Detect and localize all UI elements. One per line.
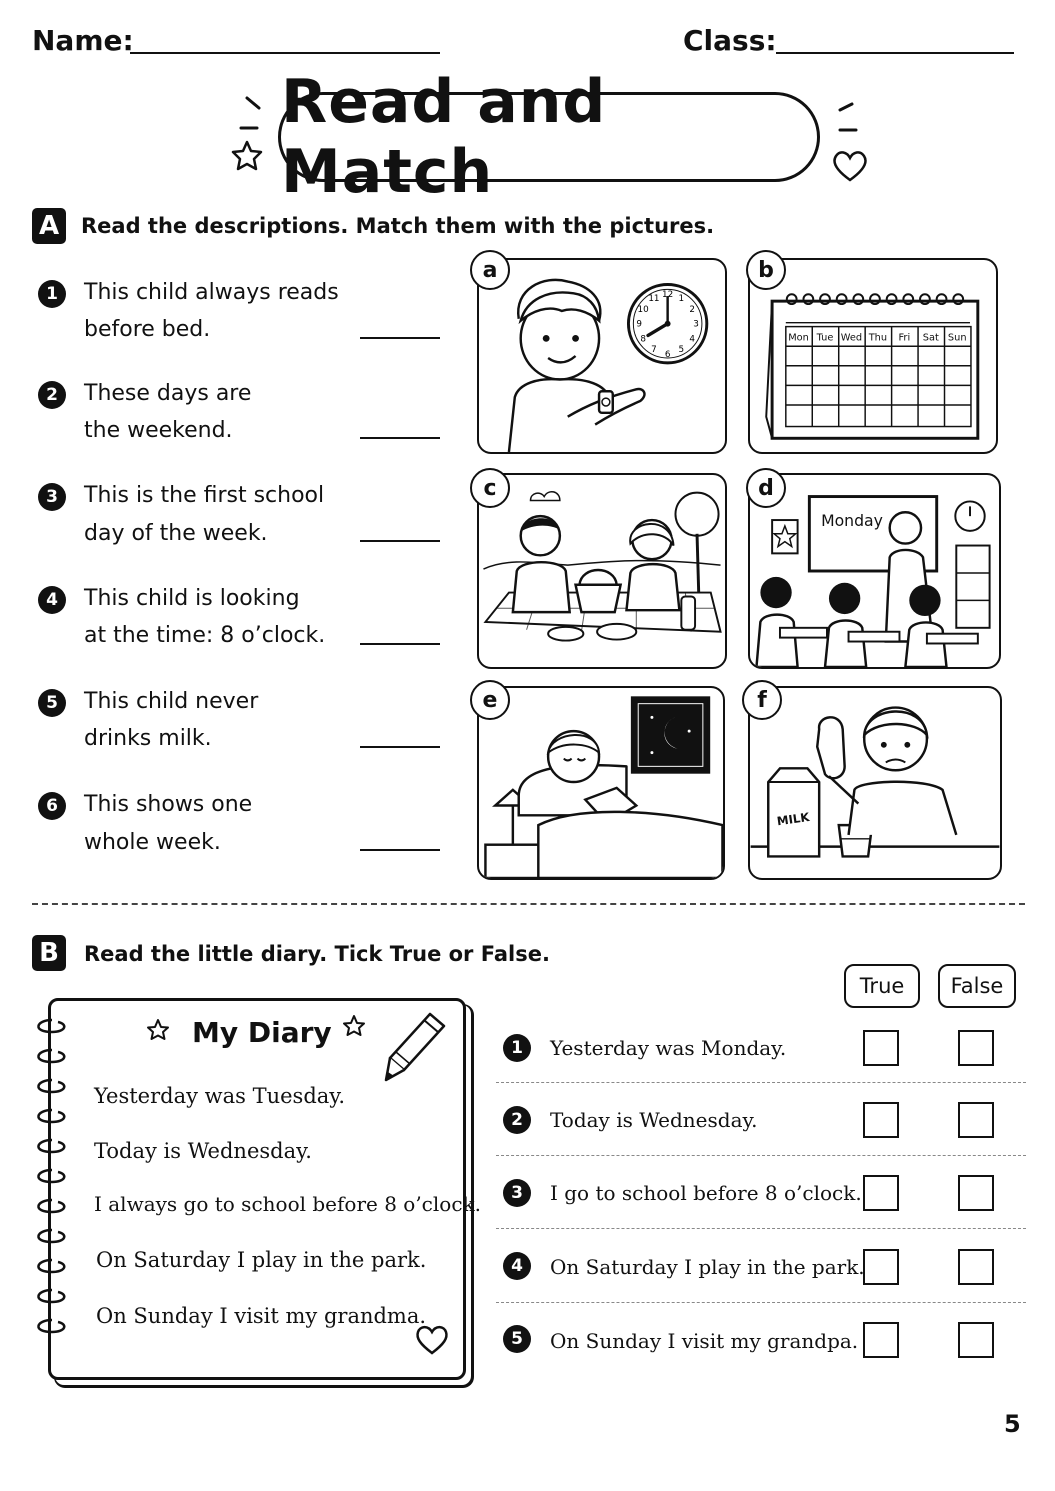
picture-c-letter: c [470, 468, 510, 508]
picture-c-picnic [477, 473, 727, 669]
clock-number: 12 [662, 290, 674, 301]
item-text: This is the first school [84, 483, 325, 508]
picture-e-reading-bed [477, 686, 725, 880]
statement-number: 1 [503, 1034, 531, 1062]
item-text: whole week. [84, 830, 221, 855]
true-checkbox[interactable] [863, 1249, 899, 1285]
false-column-label: False [938, 964, 1016, 1008]
statement-text: On Sunday I visit my grandpa. [550, 1329, 859, 1353]
weekday-label: Thu [868, 332, 888, 344]
weekday-label: Mon [788, 332, 809, 344]
item-text: before bed. [84, 317, 211, 342]
diary-line: I always go to school before 8 o’clock. [94, 1192, 481, 1216]
picture-f-letter: f [742, 680, 782, 720]
picture-d-classroom [748, 473, 1001, 669]
clock-number: 5 [678, 345, 685, 356]
section-a-instruction: Read the descriptions. Match them with the pictures. [81, 214, 715, 238]
statement-text: On Saturday I play in the park. [550, 1255, 865, 1279]
statement-text: Today is Wednesday. [550, 1108, 758, 1132]
item-text: at the time: 8 o’clock. [84, 623, 326, 648]
milk-carton-label: MILK [776, 809, 811, 829]
clock-number: 1 [678, 294, 685, 305]
item-number: 6 [38, 792, 66, 820]
picnic-illustration [479, 475, 725, 667]
reading-bed-illustration [479, 688, 723, 878]
calendar-illustration [750, 260, 996, 452]
item-text: These days are [84, 381, 252, 406]
name-label: Name: [32, 24, 134, 57]
class-label: Class: [683, 24, 777, 57]
heart-icon [414, 1322, 450, 1356]
statement-text: I go to school before 8 o’clock. [550, 1181, 862, 1205]
answer-blank[interactable] [360, 540, 440, 542]
page-number: 5 [1004, 1410, 1021, 1438]
sparkle-heart-icon [828, 98, 873, 193]
answer-blank[interactable] [360, 437, 440, 439]
row-divider [496, 1082, 1026, 1083]
clock-number: 9 [636, 319, 643, 330]
weekday-label: Sun [947, 332, 967, 344]
weekday-label: Tue [816, 332, 834, 344]
section-b-instruction: Read the little diary. Tick True or False. [84, 942, 550, 966]
clock-number: 3 [693, 319, 699, 330]
true-checkbox[interactable] [863, 1175, 899, 1211]
weekday-label: Sat [922, 332, 939, 344]
classroom-illustration [750, 475, 999, 667]
title-banner [278, 67, 820, 207]
false-checkbox[interactable] [958, 1175, 994, 1211]
section-a-badge: A [32, 208, 66, 244]
weekday-label: Wed [840, 332, 863, 344]
clock-number: 8 [640, 334, 646, 345]
picture-d-letter: d [746, 468, 786, 508]
statement-number: 4 [503, 1252, 531, 1280]
page-title: Read and Match [281, 67, 607, 207]
item-text: day of the week. [84, 521, 268, 546]
item-text: This child always reads [84, 280, 339, 305]
false-checkbox[interactable] [958, 1030, 994, 1066]
answer-blank[interactable] [360, 337, 440, 339]
picture-a-letter: a [470, 250, 510, 290]
answer-blank[interactable] [360, 849, 440, 851]
picture-b-letter: b [746, 250, 786, 290]
item-text: This shows one [84, 792, 253, 817]
item-text: This child is looking [84, 586, 300, 611]
star-icon [146, 1018, 170, 1042]
board-text: Monday [821, 510, 883, 530]
item-number: 4 [38, 586, 66, 614]
false-checkbox[interactable] [958, 1102, 994, 1138]
section-divider [32, 903, 1025, 905]
item-text: This child never [84, 689, 259, 714]
row-divider [496, 1155, 1026, 1156]
spiral-binding-icon [26, 1010, 76, 1360]
answer-blank[interactable] [360, 746, 440, 748]
weekday-label: Fri [898, 332, 911, 344]
diary-line: On Sunday I visit my grandma. [96, 1304, 427, 1328]
diary-line: Today is Wednesday. [94, 1139, 312, 1163]
item-number: 2 [38, 381, 66, 409]
clock-number: 11 [648, 294, 660, 305]
name-field[interactable] [130, 52, 440, 54]
picture-f-no-milk [748, 686, 1002, 880]
clock-number: 7 [651, 345, 657, 356]
row-divider [496, 1228, 1026, 1229]
pencil-icon [382, 1008, 450, 1084]
boy-watch-illustration [479, 260, 725, 452]
item-number: 5 [38, 689, 66, 717]
diary-line: Yesterday was Tuesday. [94, 1084, 346, 1108]
false-checkbox[interactable] [958, 1322, 994, 1358]
section-b-badge: B [32, 935, 66, 971]
sparkle-star-icon [225, 90, 285, 185]
statement-number: 3 [503, 1179, 531, 1207]
true-checkbox[interactable] [863, 1102, 899, 1138]
picture-a-boy-watch [477, 258, 727, 454]
item-text: drinks milk. [84, 726, 212, 751]
diary-title: My Diary [192, 1016, 332, 1049]
clock-number: 6 [664, 349, 671, 360]
answer-blank[interactable] [360, 643, 440, 645]
false-checkbox[interactable] [958, 1249, 994, 1285]
true-column-label: True [844, 964, 920, 1008]
picture-e-letter: e [470, 680, 510, 720]
statement-number: 5 [503, 1325, 531, 1353]
clock-number: 10 [637, 304, 649, 315]
picture-b-calendar [748, 258, 998, 454]
no-milk-illustration [750, 688, 1000, 878]
true-checkbox[interactable] [863, 1030, 899, 1066]
clock-number: 2 [689, 304, 695, 315]
statement-number: 2 [503, 1106, 531, 1134]
class-field[interactable] [776, 52, 1014, 54]
clock-number: 4 [689, 334, 695, 345]
item-number: 1 [38, 280, 66, 308]
statement-text: Yesterday was Monday. [550, 1036, 787, 1060]
item-number: 3 [38, 483, 66, 511]
true-checkbox[interactable] [863, 1322, 899, 1358]
item-text: the weekend. [84, 418, 233, 443]
star-icon [342, 1014, 366, 1038]
row-divider [496, 1302, 1026, 1303]
diary-line: On Saturday I play in the park. [96, 1248, 427, 1272]
